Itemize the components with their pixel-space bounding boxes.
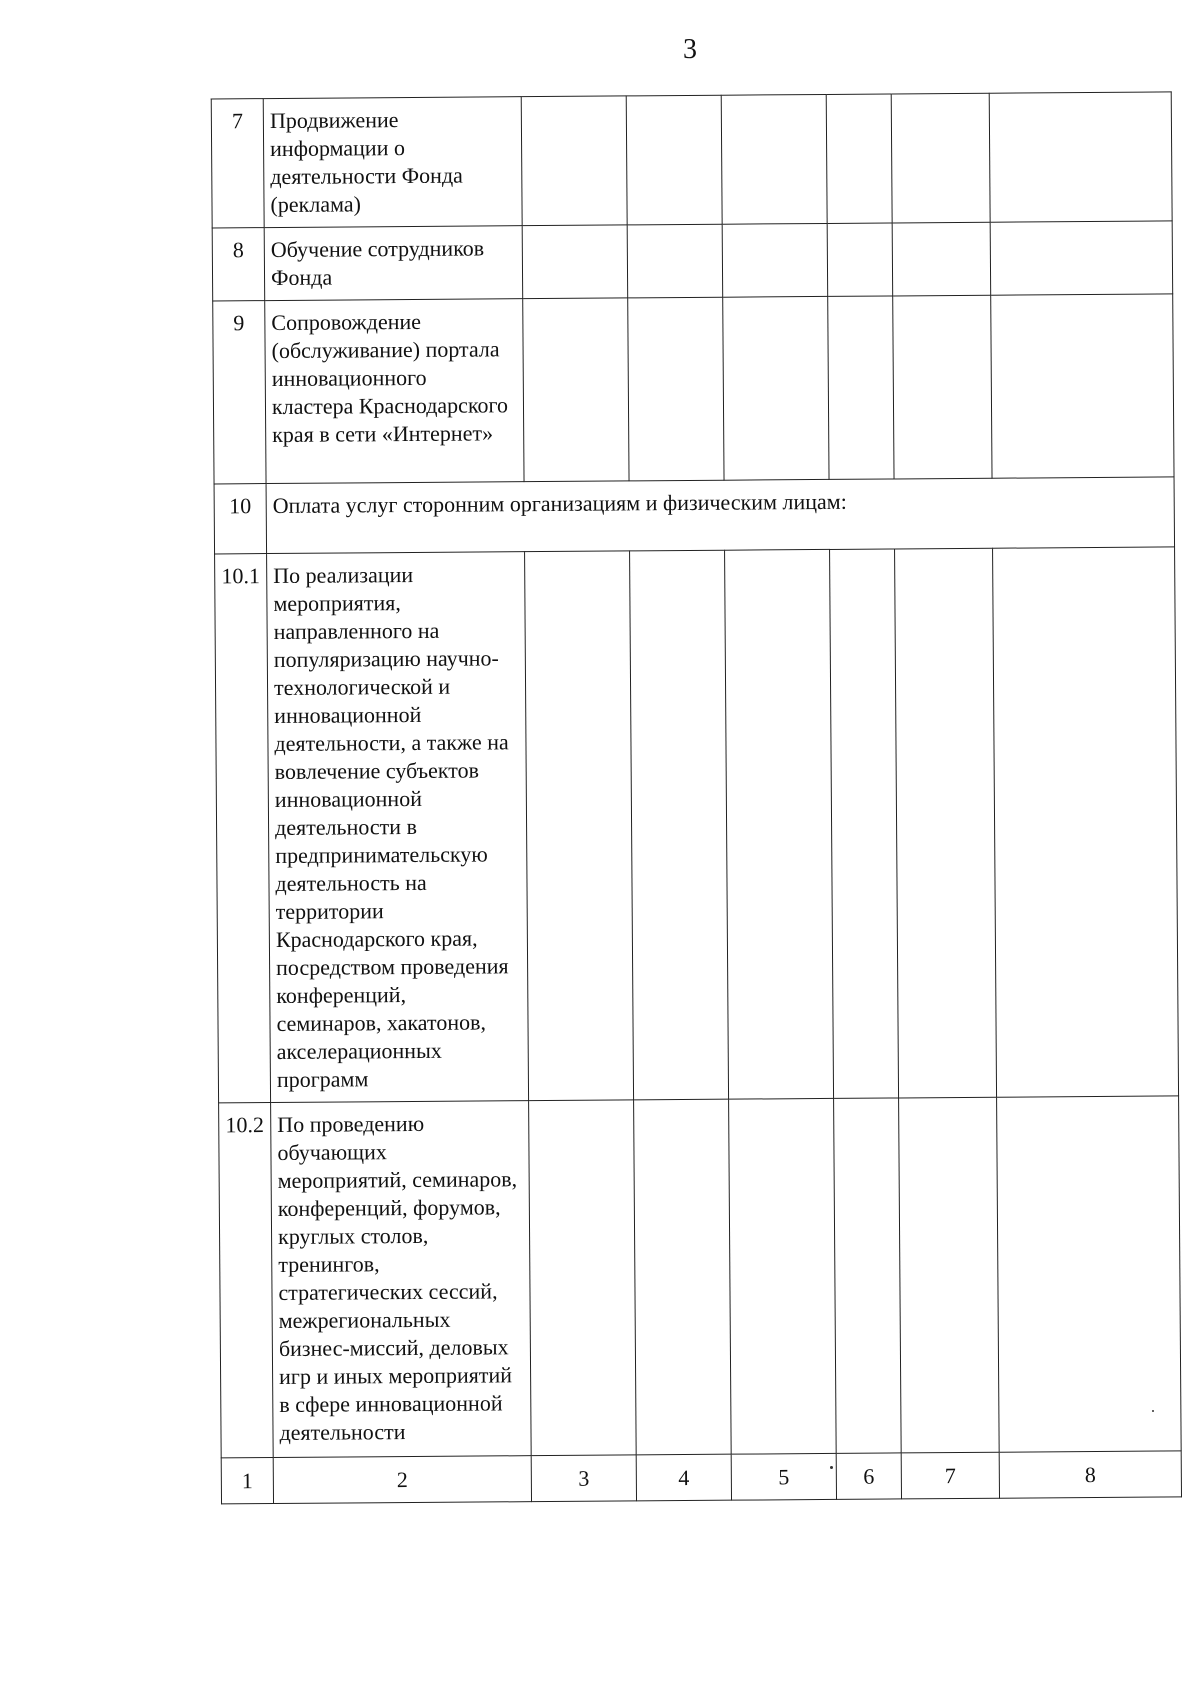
table-cell: [627, 224, 723, 298]
table-cell: [828, 296, 894, 479]
cost-estimate-table: [211, 91, 1182, 1504]
row-number: 9: [213, 301, 266, 484]
table-cell: [827, 223, 893, 296]
row-description: Сопровождение (обслуживание) портала инновационного кластера Краснодарского края в сети «Интернет»: [265, 299, 524, 484]
row-description: По проведению обучающих мероприятий, семинаров, конференций, форумов, круглых столов, тренингов, стратегических сессий, межрегиональных бизнес-миссий, деловых игр и иных мероприятий в сфере инновационной деятельности: [271, 1101, 532, 1458]
column-number: 4: [636, 1454, 731, 1501]
table-cell: [990, 221, 1173, 295]
table-row: [215, 547, 1179, 1103]
table-cell: [899, 1097, 1000, 1453]
table-cell: [834, 1098, 902, 1453]
table-cell: [723, 296, 829, 480]
table-cell: [993, 547, 1179, 1097]
table-cell: [522, 225, 628, 299]
table-cell: [893, 295, 992, 479]
table-cell: [725, 549, 834, 1099]
table-cell: [722, 223, 828, 297]
table-cell: [892, 222, 991, 296]
table-cell: [826, 94, 892, 223]
row-number: 10.2: [219, 1103, 274, 1458]
table-cell: [997, 1096, 1182, 1452]
row-number: 7: [211, 99, 264, 228]
scan-speck: [830, 1466, 833, 1469]
table-cell: [630, 550, 729, 1100]
table-cell: [626, 95, 722, 225]
column-number: 8: [999, 1451, 1181, 1498]
table-cell: [729, 1098, 837, 1454]
column-number-row: [221, 1451, 1181, 1504]
table-row: [212, 221, 1173, 301]
column-number: 6: [836, 1453, 901, 1499]
column-number: 5: [731, 1453, 836, 1500]
column-number: 1: [221, 1458, 273, 1504]
row-description: Продвижение информации о деятельности Фонда (реклама): [263, 97, 522, 228]
column-number: 2: [273, 1456, 531, 1504]
table-row: [214, 477, 1174, 554]
table-cell: [634, 1099, 732, 1455]
row-number: 10.1: [215, 554, 271, 1103]
table-cell: [991, 294, 1174, 478]
row-number: 8: [212, 228, 265, 301]
column-number: 3: [531, 1455, 636, 1502]
table-row: [211, 92, 1172, 228]
table-cell: [891, 93, 990, 223]
scan-speck: [1152, 1410, 1154, 1412]
row-number: 10: [214, 484, 267, 554]
row-description: Обучение сотрудников Фонда: [264, 226, 523, 301]
table-cell: [521, 96, 627, 226]
page-number: 3: [683, 34, 697, 65]
row-description: По реализации мероприятия, направленного на популяризацию научно- технологической и инновационной деятельности, а также на вовлечение субъектов инновационной деятельности в предпринимательскую деятельность на территории Краснодарского края, посредством проведения конференций, семинаров, хакатонов, акселерационных программ: [267, 552, 529, 1103]
table-row: [219, 1096, 1182, 1458]
table-cell: [525, 551, 634, 1101]
table-row: [213, 294, 1174, 484]
table-cell: [628, 297, 724, 481]
table-cell: [989, 92, 1172, 222]
table-cell: [721, 94, 827, 224]
table-cell: [523, 298, 629, 482]
table-cell: [830, 549, 899, 1098]
column-number: 7: [901, 1452, 999, 1499]
table-cell: [529, 1100, 637, 1456]
row-description: Оплата услуг сторонним организациям и физическим лицам:: [266, 477, 1174, 554]
table-cell: [895, 548, 997, 1098]
